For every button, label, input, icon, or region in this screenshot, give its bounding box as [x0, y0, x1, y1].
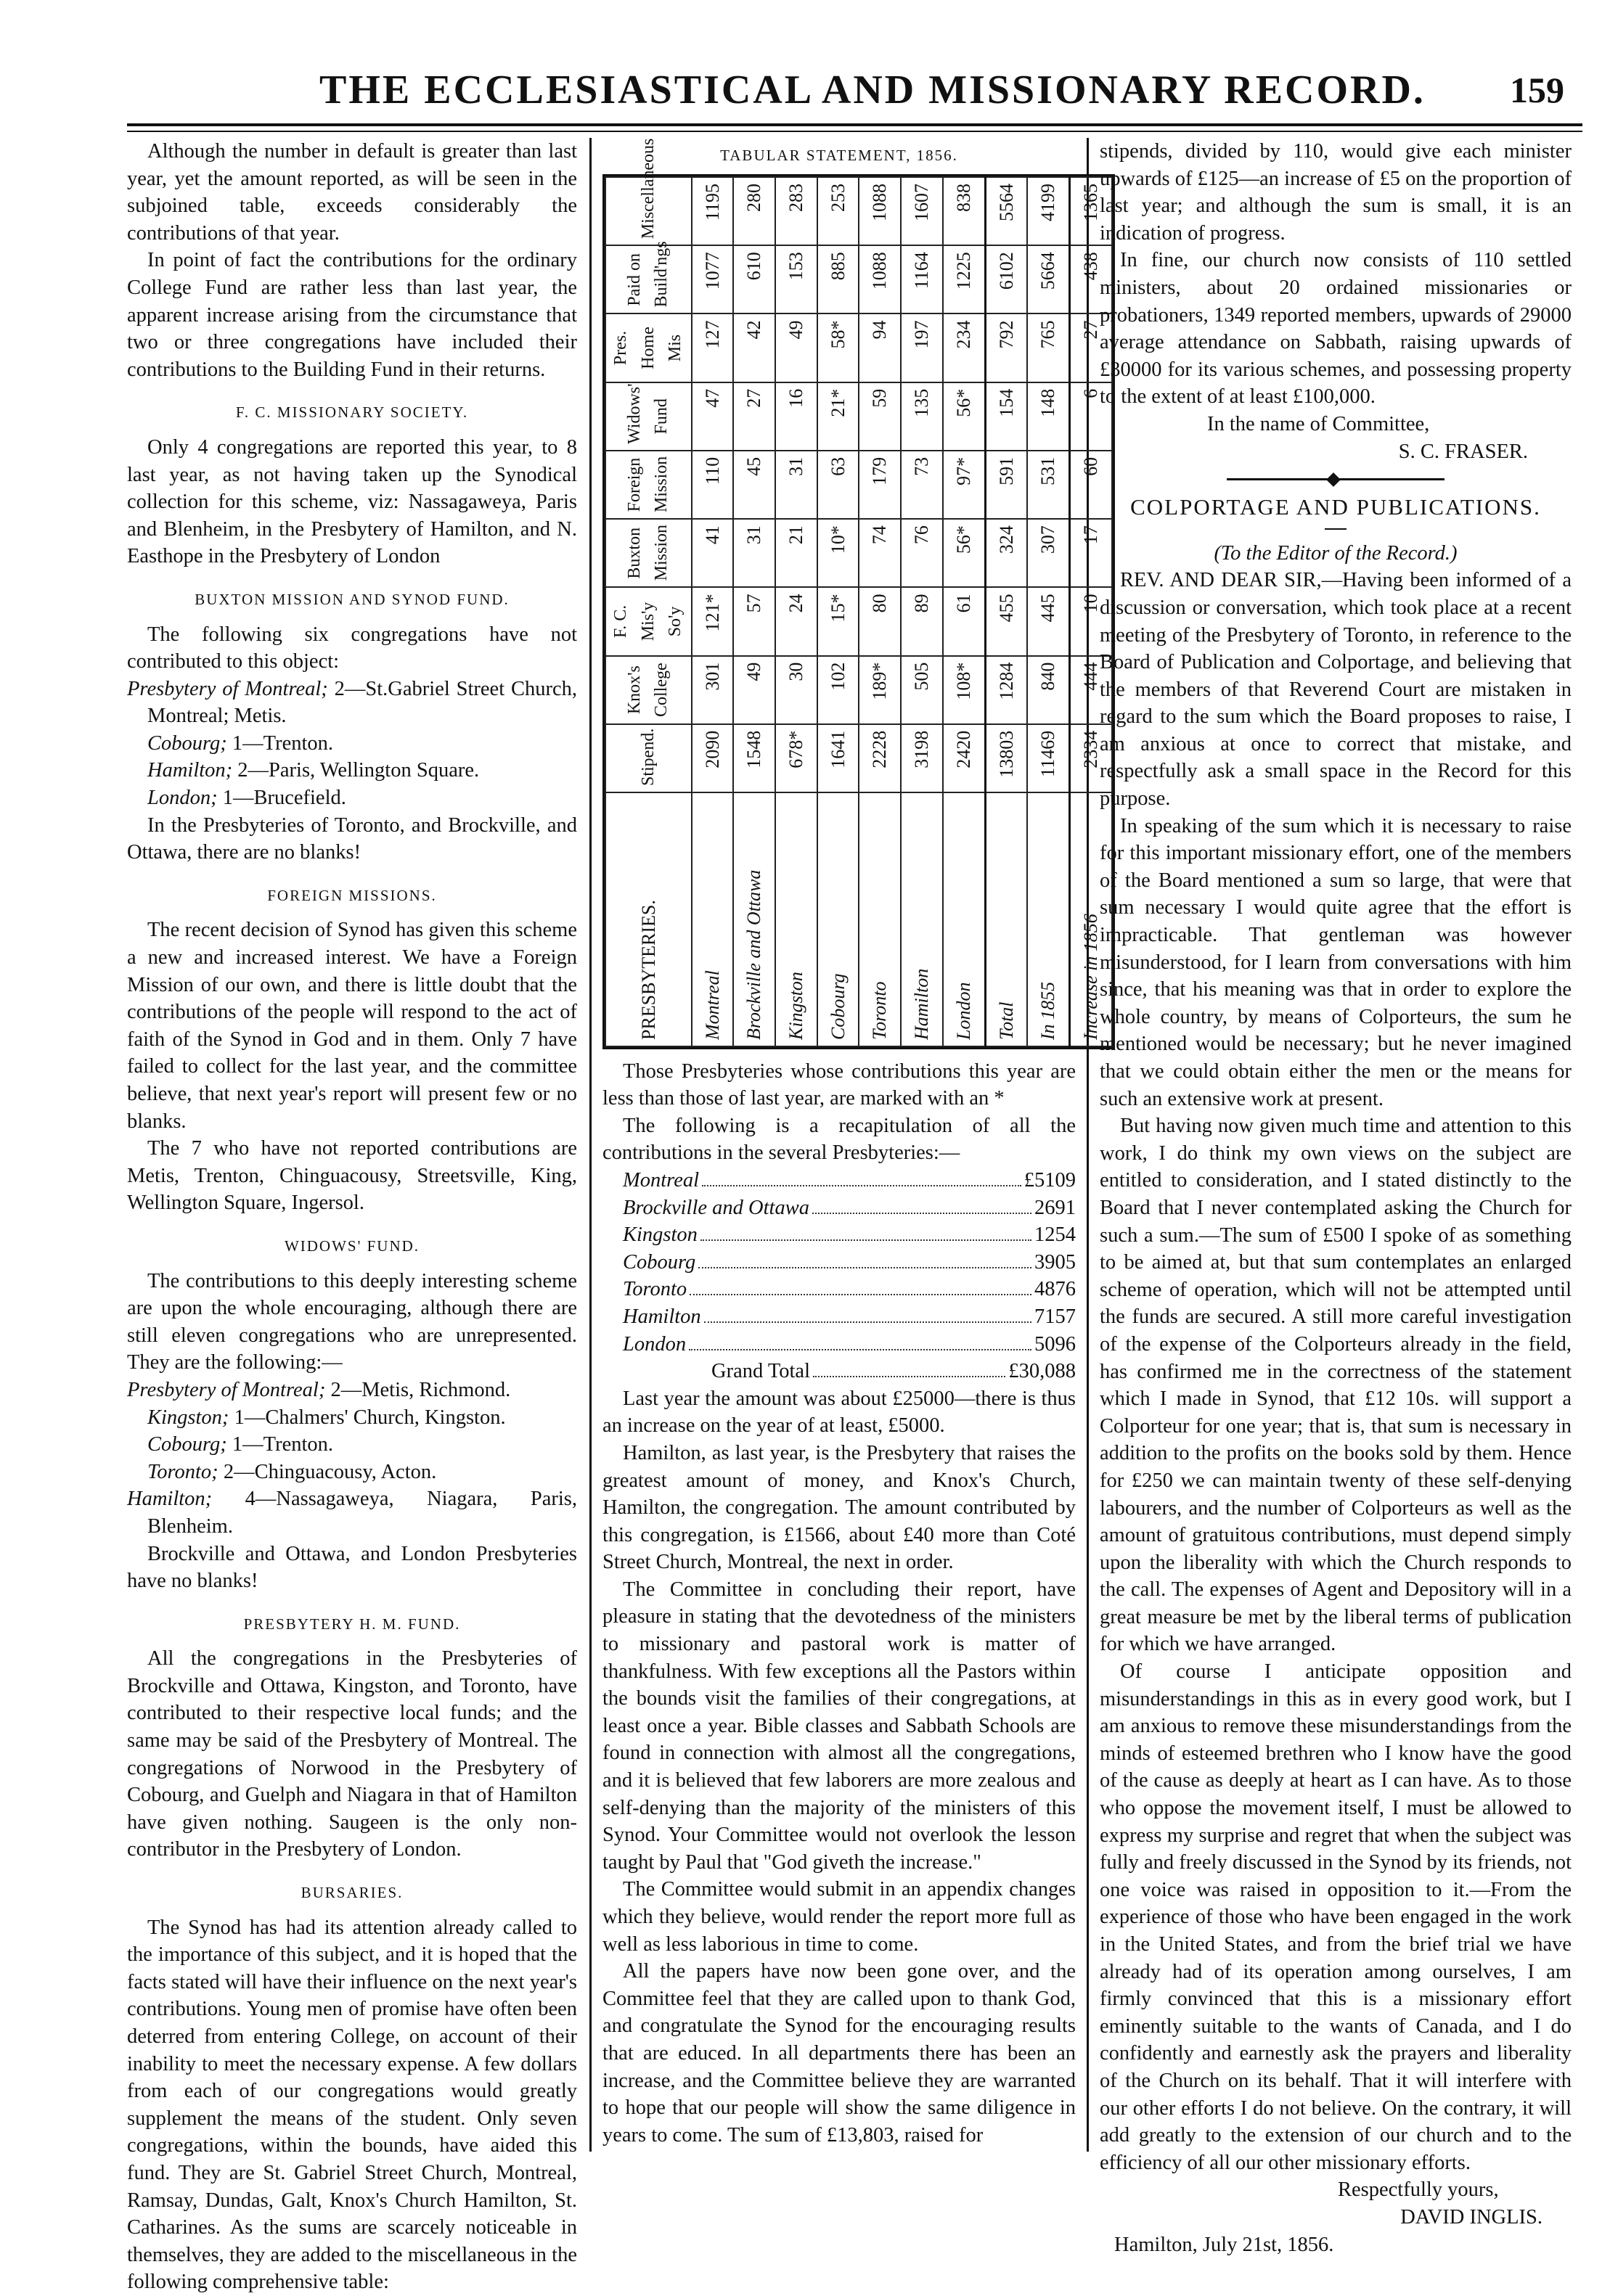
table-cell: 324 — [985, 519, 1027, 587]
recap-amount: 5096 — [1034, 1332, 1076, 1356]
table-cell: 127 — [692, 313, 734, 382]
address-line: (To the Editor of the Record.) — [1214, 541, 1458, 565]
table-cell: 102 — [817, 655, 859, 723]
paragraph: But having now given much time and attention to this work, I do think my own views on the subject are entitled to consideration, and I stated distinctly to the Board that I never contemplated asking the Church for such a sum.—The sum of £500 I spoke of as something to be aimed at, but that sum contemplates an enlarged scheme of operation, which will not be attempted until the funds are secured. A still more careful investigation of the expense of the Colporteurs already in the field, has confirmed me in the correctness of the statement which I made in Synod, that £12 10s. will support a Colporteur for one year; that is, that sum is necessary in addition to the profits on the books sold by them. Hence for £250 we can maintain twenty of these self-denying labourers, and the number of Colporteurs as well as the amount of gratuitous contributions, must depend simply upon the liberality with which the Church responds to the call. The expenses of Agent and Depository will in a great measure be met by the liberal terms of publication for which we have arranged. — [1100, 1115, 1572, 1656]
table-cell: 2420 — [943, 723, 985, 792]
grand-total-amount: £30,088 — [1008, 1360, 1076, 1383]
table-cell: 1077 — [692, 245, 734, 313]
table-cell: 10* — [817, 519, 859, 587]
row-label: Montreal — [692, 792, 734, 1046]
column-header: Buxton Mission — [605, 519, 692, 587]
table-cell: 792 — [985, 313, 1027, 382]
table-row — [733, 177, 775, 1046]
row-label: Brockville and Ottawa — [733, 792, 775, 1046]
table-cell: 1607 — [901, 177, 943, 245]
table-row — [901, 177, 943, 1046]
table-cell: 438 — [1070, 245, 1112, 313]
paragraph: Of course I anticipate opposition and misunderstandings in this as in every good work, but I am anxious to remove these misunderstandings from the minds of esteemed brethren who I know have the good of the cause as deeply at heart as I can have. As to those who oppose the movement itself, I must be allowed to express my surprise and regret that when the subject was fully and freely discussed in the Synod by its friends, not one voice was raised in opposition to it.—From the experience of those who have been engaged in the work in the United States, and from the brief trial we have already had of its operation among ourselves, I am firmly convinced that this is a missionary effort eminently suitable to the wants of Canada, and I do confidently and earnestly ask the prayers and liberality of the Church on its behalf. That it will interfere with our other efforts I do not believe. On the contrary, it will add greatly to the extension of our church and to the efficiency of all our other missionary efforts. — [1100, 1660, 1572, 2174]
table-cell: 154 — [985, 382, 1027, 450]
paragraph: The contributions to this deeply interesting scheme are upon the whole encouraging, although there are still eleven congregations who are unrepresented. They are the following:— — [127, 1269, 577, 1374]
table-cell: 1641 — [817, 723, 859, 792]
table-cell: 1365 — [1070, 177, 1112, 245]
table-cell: 45 — [733, 451, 775, 519]
table-cell: 2334 — [1070, 723, 1112, 792]
recap-presbytery: Hamilton — [623, 1305, 701, 1328]
article-heading: COLPORTAGE AND PUBLICATIONS. — [1130, 494, 1541, 520]
recap-amount: 4876 — [1034, 1278, 1076, 1301]
table-cell: 505 — [901, 655, 943, 723]
dot-leader — [700, 1239, 1031, 1241]
list-item: Hamilton; 4—Nassagaweya, Niagara, Paris, Blenheim. — [127, 1488, 577, 1538]
table-cell: 27 — [733, 382, 775, 450]
table-cell: 121* — [692, 587, 734, 655]
table-cell: 11469 — [1027, 723, 1069, 792]
table-cell: 57 — [733, 587, 775, 655]
table-row — [692, 177, 734, 1046]
table-cell: 97* — [943, 451, 985, 519]
row-label: In 1855 — [1027, 792, 1069, 1046]
closing-line: In the name of Committee, — [1207, 412, 1430, 435]
valediction: Respectfully yours, — [1338, 2178, 1499, 2202]
table-cell: 60 — [1070, 451, 1112, 519]
list-item: Cobourg; 1—Trenton. — [147, 731, 334, 755]
table-cell: 94 — [859, 313, 901, 382]
recap-row — [623, 1276, 1076, 1303]
table-cell: 197 — [901, 313, 943, 382]
table-cell: 1088 — [859, 177, 901, 245]
table-row — [985, 177, 1027, 1046]
dot-leader — [702, 1185, 1021, 1186]
paragraph: Last year the amount was about £25000—there is thus an increase on the year of at least, £5000. — [602, 1387, 1076, 1438]
paragraph: The Committee would submit in an appendix changes which they believe, would render the report more full as well as less laborious in time to come. — [602, 1878, 1076, 1956]
table-cell: 56* — [943, 382, 985, 450]
column-header: Foreign Mission — [605, 451, 692, 519]
table-cell: 234 — [943, 313, 985, 382]
row-label: Cobourg — [817, 792, 859, 1046]
header-rule — [127, 123, 1582, 126]
table-cell: 89 — [901, 587, 943, 655]
page-number: 159 — [1510, 70, 1564, 110]
table-cell: 5664 — [1027, 245, 1069, 313]
table-cell: 47 — [692, 382, 734, 450]
table-cell: 10 — [1070, 587, 1112, 655]
dot-leader — [704, 1321, 1031, 1323]
table-cell: 31 — [733, 519, 775, 587]
table-cell: 307 — [1027, 519, 1069, 587]
table-cell: 56* — [943, 519, 985, 587]
recap-presbytery: Brockville and Ottawa — [623, 1196, 809, 1219]
table-cell: 765 — [1027, 313, 1069, 382]
paragraph: The following six congregations have not contributed to this object: — [127, 623, 577, 673]
table-cell: 840 — [1027, 655, 1069, 723]
column-divider-1 — [589, 138, 592, 2152]
paragraph: The following is a recapitulation of all the contributions in the several Presbyteries:— — [602, 1114, 1076, 1165]
column-header: Knox's College — [605, 655, 692, 723]
list-item: Hamilton; 2—Paris, Wellington Square. — [147, 759, 480, 782]
grand-total-row — [602, 1358, 1076, 1385]
table-cell: 6 — [1070, 382, 1112, 450]
table-cell: 455 — [985, 587, 1027, 655]
place-date: Hamilton, July 21st, 1856. — [1114, 2233, 1334, 2256]
table-row — [859, 177, 901, 1046]
paragraph: In speaking of the sum which it is necessary to raise for this important missionary effort, one of the members of the Board mentioned a sum so large, that were that sum necessary I would quite agree that the effort is impracticable. That gentleman was however misunderstood, for I learn from conversations with him since, that his meaning was that in order to explore the whole country, by means of Colporteurs, the sum he mentioned would be necessary; but he never imagined that we could obtain either the men or the means for such an extensive work at present. — [1100, 814, 1572, 1110]
table-cell: 2228 — [859, 723, 901, 792]
table-cell: 30 — [775, 655, 817, 723]
recap-row — [623, 1249, 1076, 1276]
list-item: Presbytery of Montreal; 2—St.Gabriel Street Church, Montreal; Metis. — [127, 677, 577, 728]
dot-leader — [813, 1376, 1005, 1377]
recap-presbytery: Montreal — [623, 1168, 700, 1192]
table-cell: 61 — [943, 587, 985, 655]
paragraph: The Synod has had its attention already called to the importance of this subject, and it is hoped that the facts stated will have their influence on the next year's contributions. Young men of promise have often been deterred from entering College, on account of their inability to meet the necessary expense. A few dollars from each of our congregations would greatly supplement the means of the student. Only seven congregations, within the bounds, have aided this fund. They are St. Gabriel Street Church, Montreal, Ramsay, Dundas, Galt, Knox's Church Hamilton, St. Catharines. As the sums are scarcely noticeable in themselves, they are added to the miscellaneous in the following comprehensive table: — [127, 1916, 577, 2294]
paragraph: In point of fact the contributions for the ordinary College Fund are rather less than last year, the apparent increase arising from the circumstance that two or three congregations have included their contributions to the Building Fund in their returns. — [127, 249, 577, 381]
recap-row — [623, 1167, 1076, 1194]
grand-total-label: Grand Total — [711, 1360, 810, 1383]
list-item: London; 1—Brucefield. — [147, 787, 346, 810]
paragraph: All the papers have now been gone over, and the Committee feel that they are called upon to thank God, and congratulate the Synod for the encouraging results that are educed. In all departments there has been an increase, and the Committee believe they are warranted to hope that our people will show the same diligence in years to come. The sum of £13,803, raised for — [602, 1960, 1076, 2147]
table-cell: 678* — [775, 723, 817, 792]
table-row — [1027, 177, 1069, 1046]
recap-amount: £5109 — [1023, 1168, 1076, 1192]
table-cell: 1548 — [733, 723, 775, 792]
column-header: Paid on Build'ngs — [605, 245, 692, 313]
table-cell: 838 — [943, 177, 985, 245]
paragraph: stipends, divided by 110, would give each minister upwards of £125—an increase of £5 on the proportion of last year; and although the sum is small, it is an indication of progress. — [1100, 140, 1572, 245]
section-heading: BURSARIES. — [301, 1884, 404, 1902]
section-heading: WIDOWS' FUND. — [284, 1237, 420, 1255]
table-cell: 59 — [859, 382, 901, 450]
paragraph: All the congregations in the Presbyteries of Brockville and Ottawa, Kingston, and Toronto, have contributed to their respective local funds; and the same may be said of the Presbytery of Montreal. The congregations of Norwood in the Presbytery of Cobourg, and Guelph and Niagara in that of Hamilton have given nothing. Saugeen is the only non-contributor in the Presbytery of London. — [127, 1647, 577, 1861]
paragraph: The Committee in concluding their report, have pleasure in stating that the devotedness of the ministers to missionary and pastoral work is matter of thankfulness. With few exceptions all the Pastors within the bounds visit the families of their congregations, at least once a year. Bible classes and Sabbath Schools are found in connection with almost all the congregations, and it is believed that few laborers are more zealous and self-denying than the majority of the ministers of this Synod. Your Committee would not overlook the lesson taught by Paul that "God giveth the increase." — [602, 1578, 1076, 1874]
table-cell: 24 — [775, 587, 817, 655]
section-heading: BUXTON MISSION AND SYNOD FUND. — [195, 590, 510, 608]
table-cell: 253 — [817, 177, 859, 245]
recap-amount: 1254 — [1034, 1223, 1076, 1247]
table-cell: 110 — [692, 451, 734, 519]
table-cell: 189* — [859, 655, 901, 723]
recap-amount: 3905 — [1034, 1250, 1076, 1274]
table-cell: 591 — [985, 451, 1027, 519]
paragraph: In the Presbyteries of Toronto, and Brockville, and Ottawa, there are no blanks! — [127, 813, 577, 864]
recap-row — [623, 1331, 1076, 1358]
table-cell: 41 — [692, 519, 734, 587]
table-note: Those Presbyteries whose contributions this year are less than those of last year, are marked with an * — [602, 1059, 1076, 1110]
paragraph: The 7 who have not reported contributions are Metis, Trenton, Chinguacousy, Streetsville, King, Wellington Square, Ingersol. — [127, 1137, 577, 1215]
dot-leader — [689, 1349, 1031, 1350]
table-cell: 531 — [1027, 451, 1069, 519]
recap-presbytery: Cobourg — [623, 1250, 696, 1274]
column-3 — [1100, 138, 1572, 2258]
recap-amount: 7157 — [1034, 1305, 1076, 1328]
table-cell: 27 — [1070, 313, 1112, 382]
dot-leader — [698, 1267, 1031, 1268]
paragraph: In fine, our church now consists of 110 settled ministers, about 20 ordained missionaries or probationers, 1349 reported members, upwards of 29000 average attendance on Sabbath, raising upwards of £30000 for its various schemes, and possessing property to the extent of at least £100,000. — [1100, 249, 1572, 409]
table-row — [943, 177, 985, 1046]
table-cell: 21 — [775, 519, 817, 587]
section-heading: FOREIGN MISSIONS. — [267, 886, 437, 904]
paragraph: Although the number in default is greater than last year, yet the amount reported, as will be seen in the subjoined table, exceeds considerably the contributions of that year. — [127, 140, 577, 245]
recapitulation-list — [602, 1167, 1076, 1358]
list-item: Kingston; 1—Chalmers' Church, Kingston. — [147, 1406, 506, 1429]
table-cell: 280 — [733, 177, 775, 245]
table-cell: 301 — [692, 655, 734, 723]
section-heading: F. C. MISSIONARY SOCIETY. — [235, 403, 469, 422]
table-cell: 49 — [733, 655, 775, 723]
row-label: Total — [985, 792, 1027, 1046]
table-cell: 108* — [943, 655, 985, 723]
table-cell: 1225 — [943, 245, 985, 313]
table-cell: 135 — [901, 382, 943, 450]
column-header: Widows' Fund — [605, 382, 692, 450]
corner-header: PRESBYTERIES. — [605, 792, 692, 1046]
paragraph: Hamilton, as last year, is the Presbytery that raises the greatest amount of money, and Knox's Church, Hamilton, the congregation. The amount contributed by this congregation, is £1566, about £40 more than Coté Street Church, Montreal, the next in order. — [602, 1441, 1076, 1574]
table-cell: 76 — [901, 519, 943, 587]
table-cell: 283 — [775, 177, 817, 245]
recap-presbytery: Kingston — [623, 1223, 698, 1247]
row-label: London — [943, 792, 985, 1046]
table-cell: 2090 — [692, 723, 734, 792]
paragraph: Only 4 congregations are reported this year, to 8 last year, as not having taken up the Synodical collection for this scheme, viz: Nassagaweya, Paris and Blenheim, in the Presbytery of Hamilton, and N. Easthope in the Presbytery of London — [127, 435, 577, 568]
table-cell: 148 — [1027, 382, 1069, 450]
header-rule-thin — [127, 131, 1582, 132]
table-cell: 1195 — [692, 177, 734, 245]
dot-leader — [812, 1213, 1031, 1214]
table-cell: 444 — [1070, 655, 1112, 723]
table-cell: 179 — [859, 451, 901, 519]
table-cell: 445 — [1027, 587, 1069, 655]
table-cell: 153 — [775, 245, 817, 313]
recap-row — [623, 1221, 1076, 1249]
column-1 — [127, 138, 577, 2296]
table-cell: 42 — [733, 313, 775, 382]
dot-leader — [690, 1294, 1031, 1295]
table-cell: 6102 — [985, 245, 1027, 313]
table-cell: 15* — [817, 587, 859, 655]
column-header: Miscellaneous — [605, 177, 692, 245]
row-label: Kingston — [775, 792, 817, 1046]
short-rule — [1325, 528, 1347, 530]
table-cell: 80 — [859, 587, 901, 655]
table-cell: 1164 — [901, 245, 943, 313]
author-signature: DAVID INGLIS. — [1400, 2205, 1542, 2229]
table-cell: 21* — [817, 382, 859, 450]
table-cell: 16 — [775, 382, 817, 450]
list-item: Presbytery of Montreal; 2—Metis, Richmond. — [127, 1378, 511, 1401]
table-cell: 49 — [775, 313, 817, 382]
table-cell: 3198 — [901, 723, 943, 792]
list-item: Cobourg; 1—Trenton. — [147, 1433, 334, 1456]
table-cell: 73 — [901, 451, 943, 519]
table-cell: 17 — [1070, 519, 1112, 587]
table-row — [775, 177, 817, 1046]
running-head-title: THE ECCLESIASTICAL AND MISSIONARY RECORD. — [319, 67, 1426, 112]
paragraph: Brockville and Ottawa, and London Presbyteries have no blanks! — [127, 1542, 577, 1593]
table-cell: 74 — [859, 519, 901, 587]
paragraph: The recent decision of Synod has given this scheme a new and increased interest. We have a Foreign Mission of our own, and there is little doubt that the contributions of the people will respond to the act of faith of the Synod in God and in them. Only 7 have failed to collect for the last year, and the committee believe, that next year's report will present few or no blanks. — [127, 919, 577, 1133]
table-cell: 610 — [733, 245, 775, 313]
table-cell: 13803 — [985, 723, 1027, 792]
paragraph: REV. AND DEAR SIR,—Having been informed of a discussion or conversation, which took place at a recent meeting of the Presbytery of Toronto, in reference to the Board of Publication and Colportage, and believing that the members of that Reverend Court are mistaken in regard to the sum which the Board proposes to raise, I am anxious at once to correct that mistake, and respectfully ask a small space in the Record for this purpose. — [1100, 569, 1572, 811]
list-item: Toronto; 2—Chinguacousy, Acton. — [147, 1460, 437, 1483]
table-cell: 63 — [817, 451, 859, 519]
ornamental-rule — [1227, 478, 1444, 480]
column-header: Stipend. — [605, 723, 692, 792]
recap-presbytery: London — [623, 1332, 687, 1356]
table-cell: 58* — [817, 313, 859, 382]
row-label: Hamilton — [901, 792, 943, 1046]
signature: S. C. FRASER. — [1398, 440, 1528, 463]
table-cell: 4199 — [1027, 177, 1069, 245]
table-cell: 1284 — [985, 655, 1027, 723]
row-label: Toronto — [859, 792, 901, 1046]
table-row — [817, 177, 859, 1046]
table-cell: 5564 — [985, 177, 1027, 245]
row-label: Increase in 1856 — [1070, 792, 1112, 1046]
table-cell: 31 — [775, 451, 817, 519]
recap-presbytery: Toronto — [623, 1278, 687, 1301]
table-title: TABULAR STATEMENT, 1856. — [720, 147, 958, 164]
recap-row — [623, 1303, 1076, 1331]
column-header: Pres. Home Mis — [605, 313, 692, 382]
recap-amount: 2691 — [1034, 1196, 1076, 1219]
column-2 — [602, 138, 1102, 2149]
recap-row — [623, 1194, 1076, 1222]
table-cell: 885 — [817, 245, 859, 313]
column-header: F. C. Mis'y So'y — [605, 587, 692, 655]
section-heading: PRESBYTERY H. M. FUND. — [243, 1615, 461, 1633]
table-cell: 1088 — [859, 245, 901, 313]
